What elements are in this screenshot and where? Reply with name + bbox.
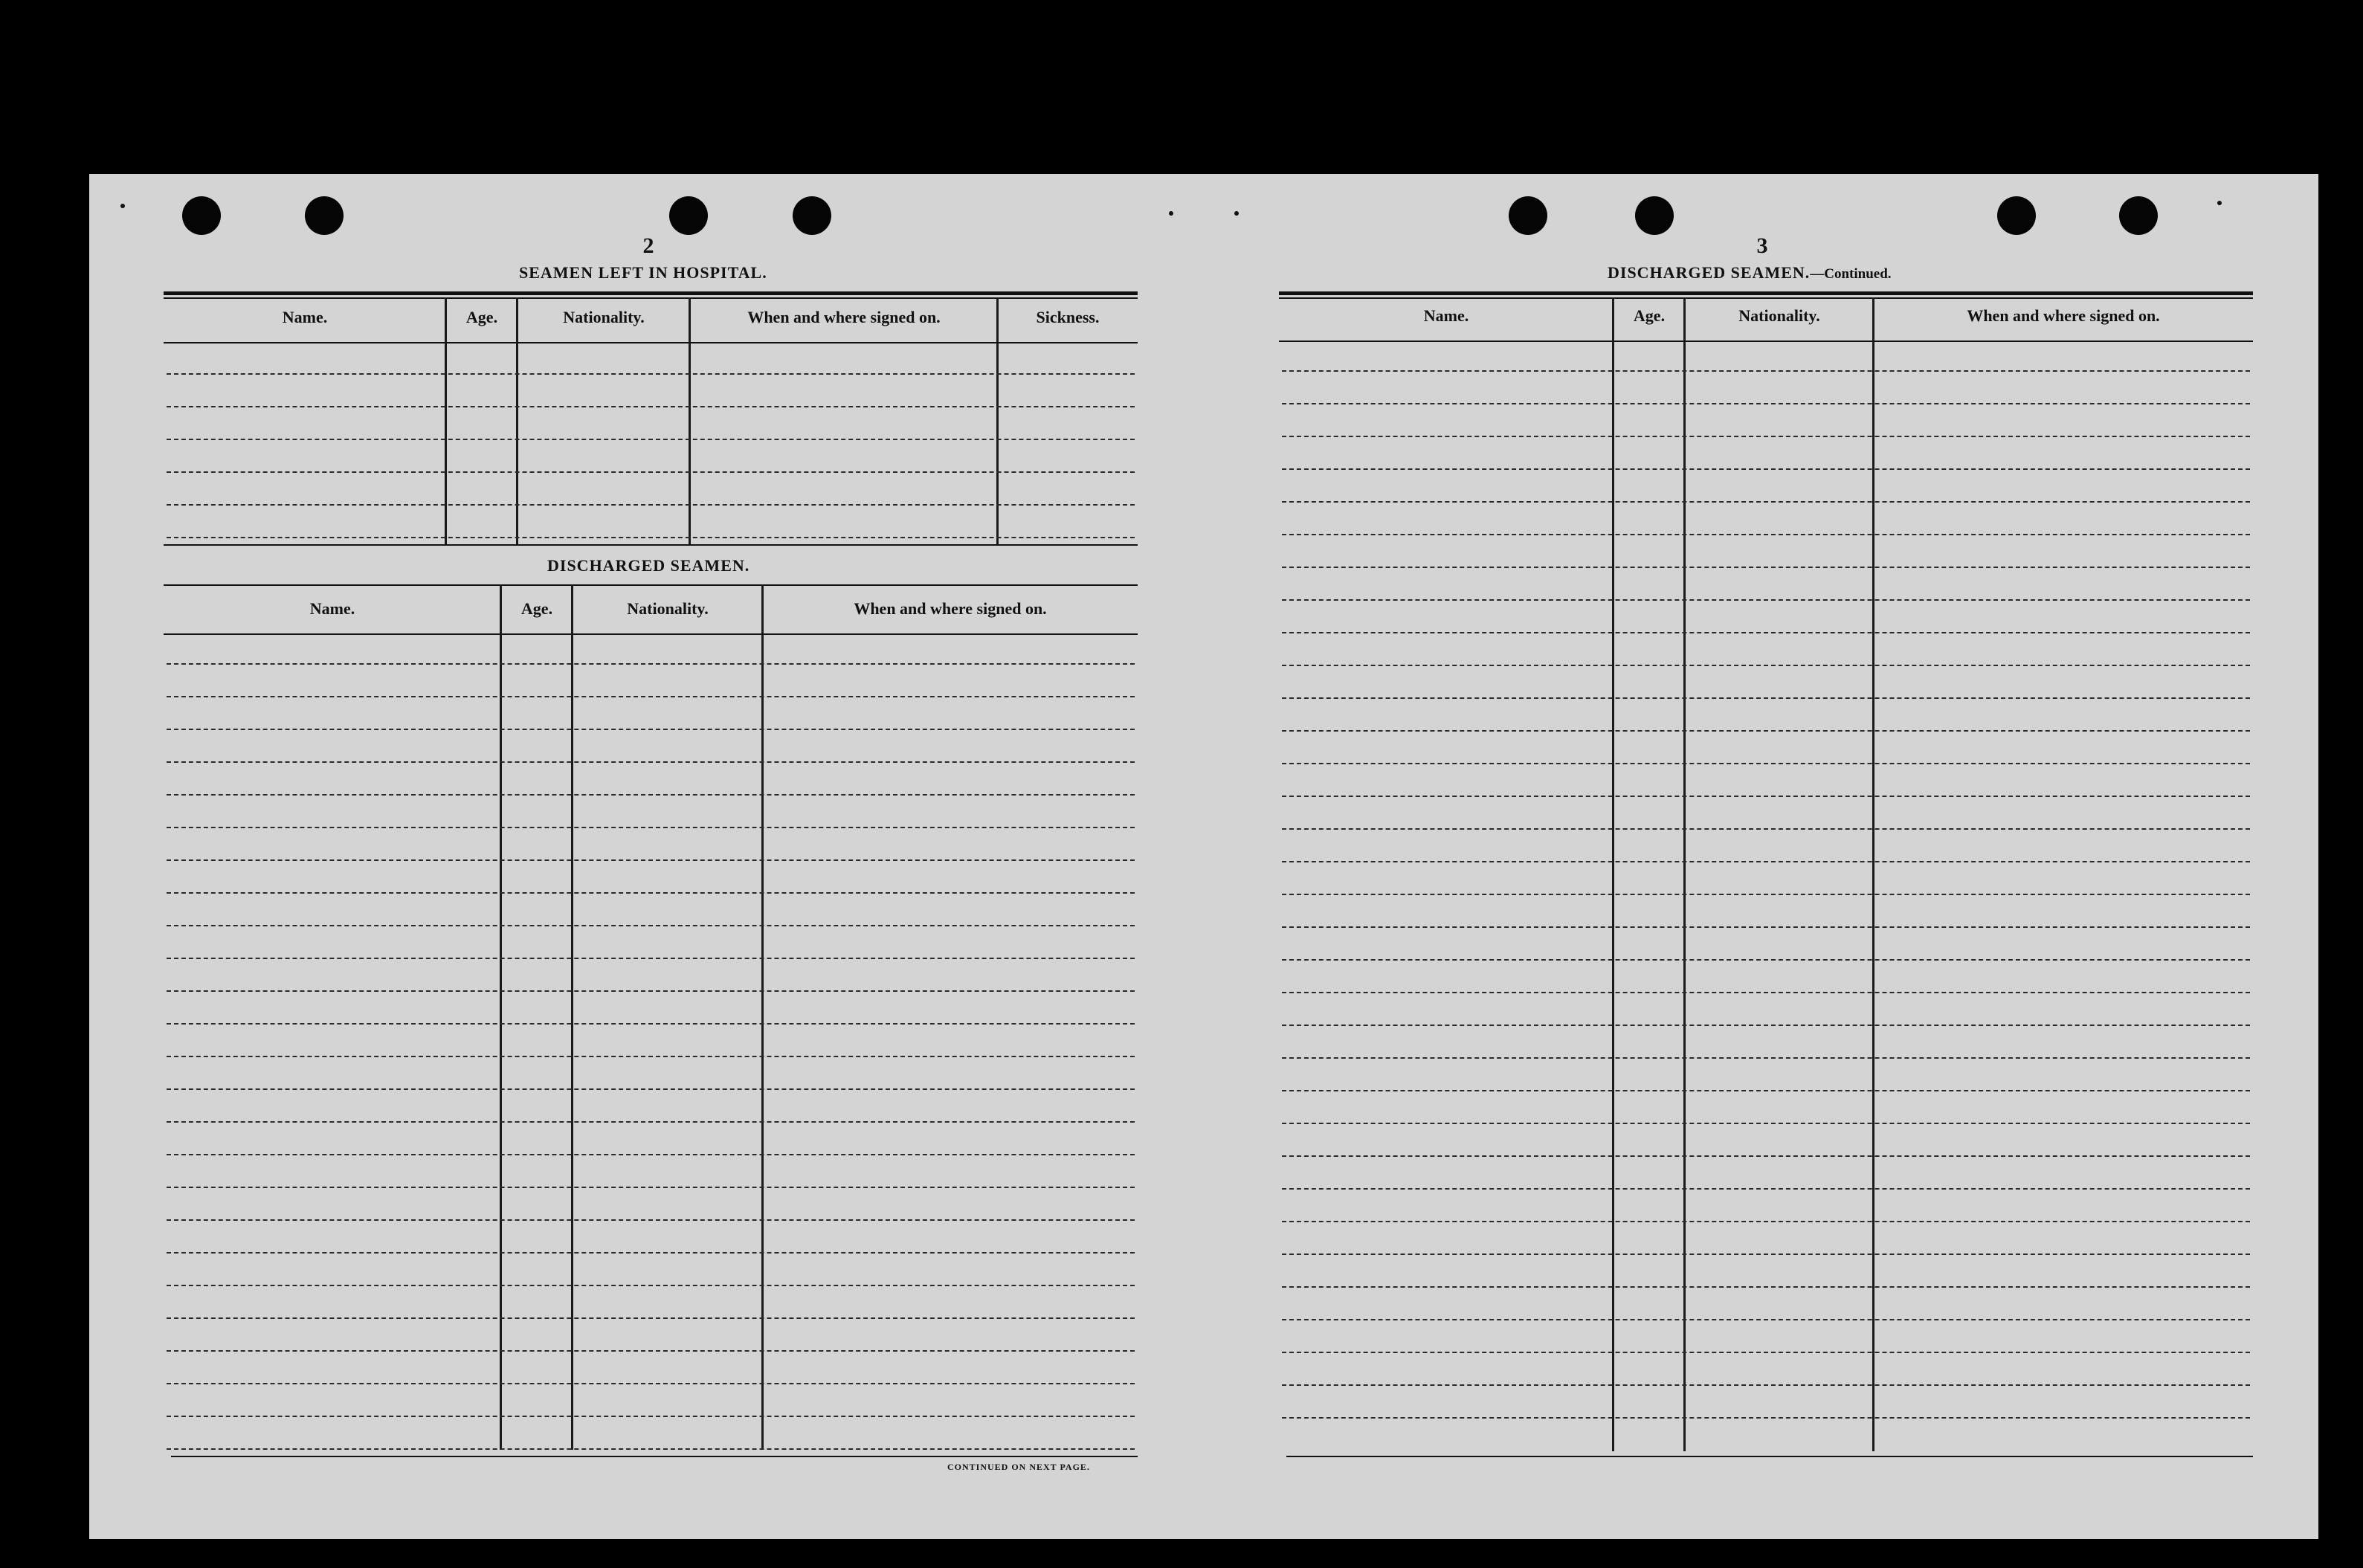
right-col-age: Age. <box>1633 306 1666 325</box>
discharged-divider <box>761 584 764 1450</box>
discharged-top-rule <box>164 584 1138 586</box>
hospital-divider <box>689 297 691 544</box>
ink-speck <box>120 204 125 208</box>
dotted-rule-line <box>1282 796 2250 797</box>
dotted-rule-line <box>1282 861 2250 862</box>
dotted-rule-line <box>1282 665 2250 666</box>
discharged-divider <box>571 584 573 1450</box>
hospital-col-name: Name. <box>282 308 328 326</box>
dotted-rule-line <box>1282 1090 2250 1091</box>
discharged-section-title: DISCHARGED SEAMEN. <box>547 556 750 575</box>
document-sheet <box>89 174 2318 1539</box>
dotted-rule-line <box>1282 403 2250 404</box>
dotted-rule-line <box>167 1252 1135 1254</box>
right-col-signed-on: When and where signed on. <box>1967 306 2160 325</box>
dotted-rule-line <box>167 859 1135 861</box>
hospital-divider <box>445 297 447 544</box>
dotted-rule-line <box>1282 1352 2250 1353</box>
ink-speck <box>1234 211 1239 216</box>
hospital-col-age: Age. <box>465 308 498 326</box>
dotted-rule-line <box>167 1023 1135 1025</box>
right-bottom-rule <box>1286 1456 2253 1457</box>
right-top-rule-2 <box>1279 297 2253 299</box>
hospital-top-rule <box>164 291 1138 295</box>
dotted-rule-line <box>1282 697 2250 699</box>
hospital-top-rule-2 <box>164 297 1138 299</box>
dotted-rule-line <box>1282 730 2250 732</box>
dotted-rule-line <box>1282 1384 2250 1386</box>
dotted-rule-line <box>1282 1123 2250 1124</box>
dotted-rule-line <box>167 925 1135 926</box>
discharged-col-nationality: Nationality. <box>627 599 709 618</box>
hospital-divider <box>516 297 518 544</box>
dotted-rule-line <box>167 439 1135 440</box>
page-number-right: 3 <box>1756 233 1768 258</box>
dotted-rule-line <box>167 1383 1135 1384</box>
dotted-rule-line <box>167 1350 1135 1352</box>
continued-title-main: DISCHARGED SEAMEN. <box>1608 263 1811 282</box>
dotted-rule-line <box>167 1285 1135 1286</box>
dotted-rule-line <box>1282 763 2250 764</box>
dotted-rule-line <box>167 892 1135 894</box>
right-col-nationality: Nationality. <box>1738 306 1820 325</box>
dotted-rule-line <box>1282 959 2250 961</box>
dotted-rule-line <box>167 406 1135 407</box>
discharged-col-signed-on: When and where signed on. <box>854 599 1047 618</box>
right-divider <box>1612 297 1614 1451</box>
ink-speck <box>2217 201 2222 205</box>
punch-hole-icon <box>2119 196 2158 235</box>
dotted-rule-line <box>167 663 1135 665</box>
dotted-rule-line <box>1282 1188 2250 1190</box>
dotted-rule-line <box>1282 436 2250 437</box>
dotted-rule-line <box>167 537 1135 538</box>
dotted-rule-line <box>1282 1057 2250 1059</box>
dotted-rule-line <box>167 1154 1135 1155</box>
right-header-rule <box>1279 341 2253 342</box>
hospital-section-title: SEAMEN LEFT IN HOSPITAL. <box>519 263 767 282</box>
ink-speck <box>1169 211 1173 216</box>
dotted-rule-line <box>167 729 1135 730</box>
dotted-rule-line <box>1282 992 2250 993</box>
dotted-rule-line <box>167 373 1135 375</box>
dotted-rule-line <box>1282 1155 2250 1157</box>
punch-hole-icon <box>305 196 344 235</box>
continued-section-title <box>1608 263 1892 283</box>
dotted-rule-line <box>167 471 1135 473</box>
dotted-rule-line <box>1282 828 2250 830</box>
dotted-rule-line <box>1282 1221 2250 1222</box>
punch-hole-icon <box>1997 196 2036 235</box>
discharged-bottom-rule <box>171 1456 1138 1457</box>
dotted-rule-line <box>1282 1025 2250 1026</box>
dotted-rule-line <box>167 990 1135 992</box>
dotted-rule-line <box>167 504 1135 506</box>
punch-hole-icon <box>182 196 221 235</box>
hospital-col-signed-on: When and where signed on. <box>747 308 941 326</box>
dotted-rule-line <box>1282 1417 2250 1419</box>
punch-hole-icon <box>793 196 831 235</box>
dotted-rule-line <box>1282 926 2250 928</box>
continued-note: CONTINUED ON NEXT PAGE. <box>947 1462 1090 1472</box>
dotted-rule-line <box>1282 534 2250 535</box>
dotted-rule-line <box>1282 1319 2250 1320</box>
dotted-rule-line <box>1282 1286 2250 1288</box>
dotted-rule-line <box>1282 632 2250 633</box>
dotted-rule-line <box>167 1187 1135 1188</box>
dotted-rule-line <box>167 1317 1135 1319</box>
dotted-rule-line <box>1282 370 2250 372</box>
dotted-rule-line <box>1282 567 2250 568</box>
dotted-rule-line <box>167 696 1135 697</box>
hospital-bottom-rule <box>164 544 1138 546</box>
dotted-rule-line <box>1282 1254 2250 1255</box>
hospital-col-sickness: Sickness. <box>1036 308 1100 326</box>
dotted-rule-line <box>167 761 1135 763</box>
hospital-divider <box>996 297 999 544</box>
right-col-name: Name. <box>1423 306 1469 325</box>
right-divider <box>1872 297 1874 1451</box>
dotted-rule-line <box>167 1448 1135 1450</box>
right-divider <box>1683 297 1686 1451</box>
dotted-rule-line <box>167 1416 1135 1417</box>
dotted-rule-line <box>167 827 1135 828</box>
discharged-divider <box>500 584 502 1450</box>
punch-hole-icon <box>669 196 708 235</box>
continued-title-suffix: —Continued. <box>1810 266 1892 282</box>
dotted-rule-line <box>167 1056 1135 1057</box>
discharged-col-age: Age. <box>520 599 553 618</box>
page-number-left: 2 <box>642 233 654 258</box>
punch-hole-icon <box>1635 196 1674 235</box>
dotted-rule-line <box>1282 894 2250 895</box>
punch-hole-icon <box>1509 196 1547 235</box>
discharged-header-rule <box>164 633 1138 635</box>
dotted-rule-line <box>167 1088 1135 1090</box>
dotted-rule-line <box>167 958 1135 959</box>
hospital-header-rule <box>164 342 1138 343</box>
discharged-col-name: Name. <box>309 599 355 618</box>
dotted-rule-line <box>1282 501 2250 503</box>
right-top-rule <box>1279 291 2253 295</box>
dotted-rule-line <box>1282 599 2250 601</box>
dotted-rule-line <box>167 1219 1135 1221</box>
dotted-rule-line <box>167 1121 1135 1123</box>
dotted-rule-line <box>1282 468 2250 470</box>
dotted-rule-line <box>167 794 1135 796</box>
hospital-col-nationality: Nationality. <box>563 308 645 326</box>
